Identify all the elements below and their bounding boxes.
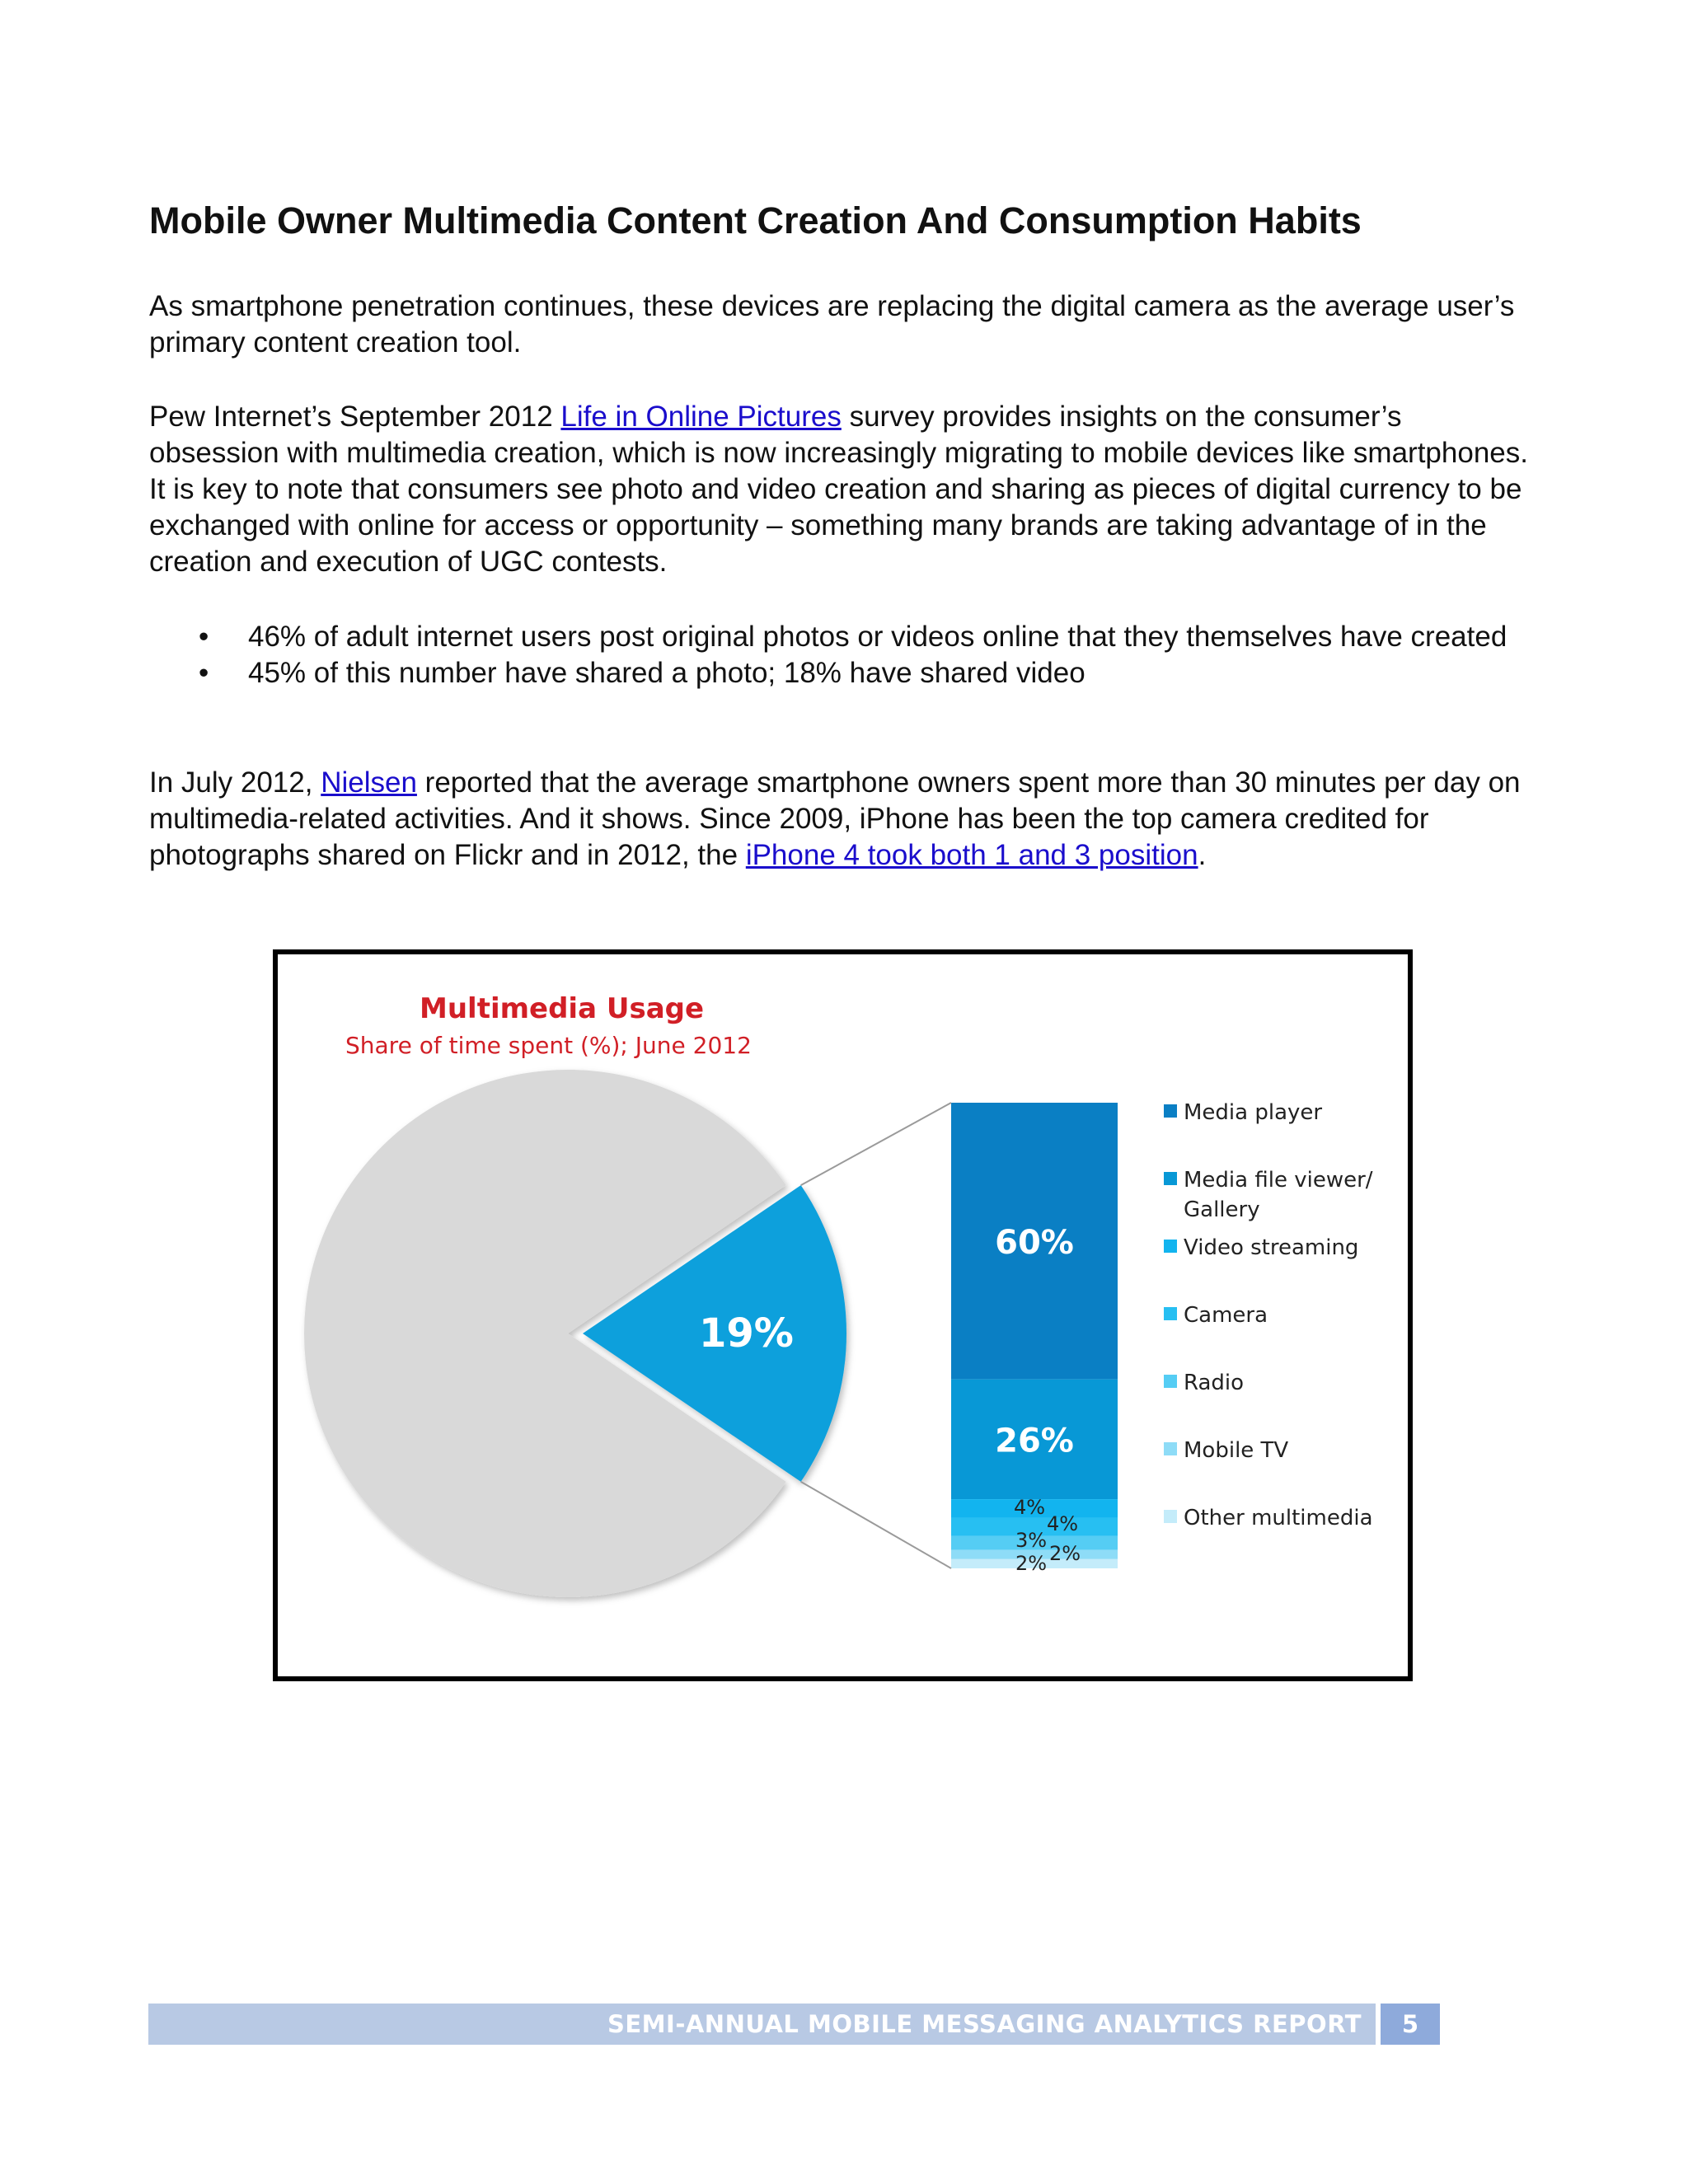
legend-label: Gallery (1184, 1197, 1260, 1222)
chart-title: Multimedia Usage (420, 992, 705, 1025)
life-in-online-pictures-link[interactable]: Life in Online Pictures (560, 401, 842, 433)
page-heading: Mobile Owner Multimedia Content Creation And Consumption Habits (149, 199, 1362, 241)
legend-label: Media file viewer/ (1184, 1168, 1373, 1193)
page-footer (148, 2004, 1440, 2045)
legend-swatch-2 (1164, 1240, 1177, 1253)
legend-label: Camera (1184, 1303, 1268, 1328)
page-number: 5 (1381, 2004, 1440, 2045)
bar-data-label: 26% (995, 1422, 1074, 1460)
legend-swatch-3 (1164, 1307, 1177, 1320)
footer-report-title: SEMI-ANNUAL MOBILE MESSAGING ANALYTICS REPORT (607, 2010, 1362, 2038)
stats-bullet-list (149, 619, 1534, 691)
nielsen-paragraph-pre: In July 2012, (149, 766, 321, 799)
nielsen-paragraph-post: . (1198, 839, 1207, 871)
connector-line-top (801, 1103, 951, 1185)
iphone4-position-link[interactable]: iPhone 4 took both 1 and 3 position (745, 839, 1198, 871)
bar-data-label: 2% (1048, 1542, 1081, 1565)
legend-swatch-1 (1164, 1172, 1177, 1185)
multimedia-usage-figure (273, 949, 1413, 1681)
pew-paragraph (149, 399, 1534, 580)
legend-label: Media player (1184, 1100, 1323, 1125)
pew-paragraph-post: survey provides insights on the consumer’s obsession with multimedia creation, which is now increasingly migrating to mobile devices like smartphones. It is key to note that consumers see photo and video creation and sharing as pieces of digital currency to be exchanged with online for access or opportunity – something many brands are taking advantage of in the creation and execution of UGC contests. (149, 401, 1528, 578)
bar-data-label: 2% (1015, 1552, 1048, 1575)
nielsen-paragraph-mid: reported that the average smartphone owners spent more than 30 minutes per day on multimedia-related activities. And it shows. Since 2009, iPhone has been the top camera credited for photographs shared on Flickr and in 2012, the (149, 766, 1521, 871)
list-item (149, 655, 1534, 691)
connector-line-bottom (801, 1482, 951, 1568)
legend-label: Radio (1184, 1371, 1245, 1395)
pew-paragraph-pre: Pew Internet’s September 2012 (149, 401, 561, 433)
nielsen-paragraph (149, 765, 1534, 874)
bullet-icon: • (199, 621, 209, 653)
legend-swatch-6 (1164, 1510, 1177, 1523)
pie-slice-label: 19% (698, 1310, 794, 1357)
legend-label: Mobile TV (1184, 1438, 1289, 1463)
bar-data-label: 4% (1046, 1512, 1079, 1535)
multimedia-usage-chart (278, 954, 1408, 1676)
legend-swatch-5 (1164, 1442, 1177, 1455)
intro-paragraph: As smartphone penetration continues, these devices are replacing the digital camera as the average user’s primary content creation tool. (149, 290, 1515, 359)
bullet-icon: • (199, 657, 209, 689)
list-item (149, 619, 1534, 655)
bar-data-label: 60% (995, 1223, 1074, 1262)
legend-label: Other multimedia (1184, 1506, 1373, 1530)
bar-data-label: 3% (1015, 1529, 1048, 1552)
legend-swatch-4 (1164, 1375, 1177, 1388)
legend-swatch-0 (1164, 1104, 1177, 1118)
legend-label: Video streaming (1184, 1235, 1359, 1260)
nielsen-link[interactable]: Nielsen (321, 766, 417, 799)
bullet-text: 46% of adult internet users post original photos or videos online that they themselves have created (248, 621, 1507, 653)
chart-subtitle: Share of time spent (%); June 2012 (345, 1032, 752, 1059)
bullet-text: 45% of this number have shared a photo; 18% have shared video (248, 657, 1085, 689)
bar-data-label: 4% (1013, 1496, 1046, 1519)
